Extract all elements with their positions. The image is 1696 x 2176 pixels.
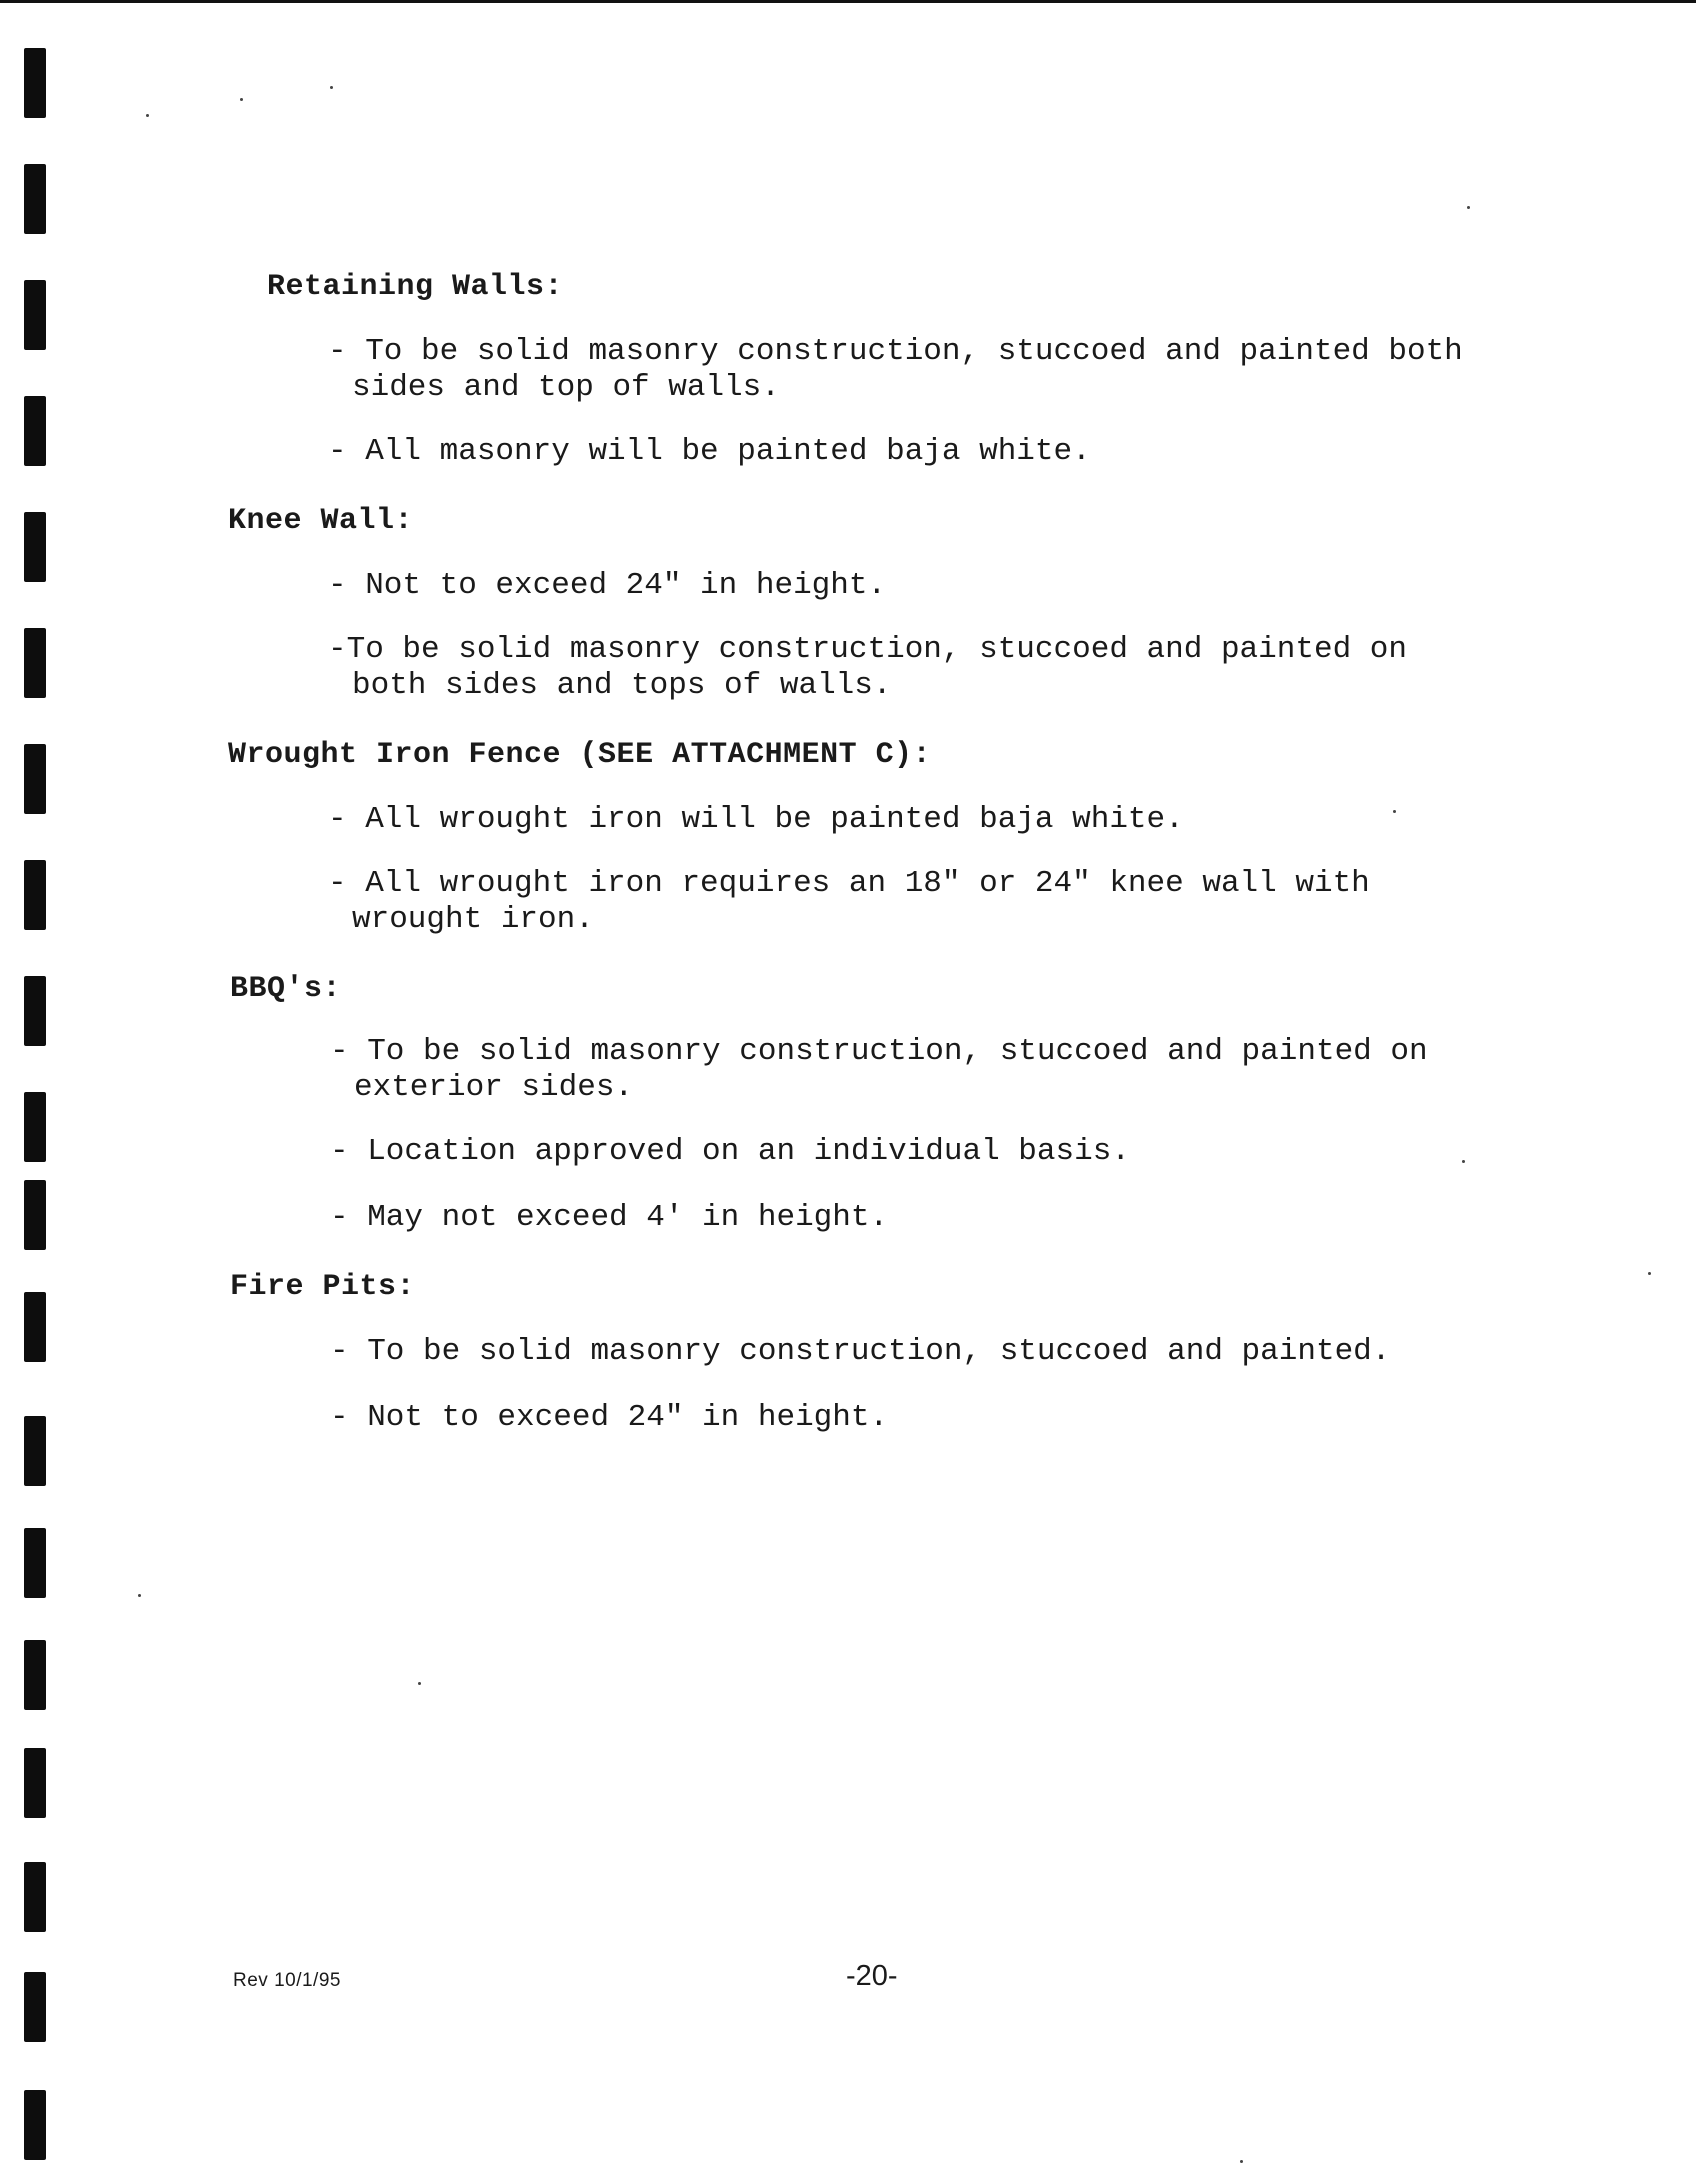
binder-mark (24, 860, 46, 930)
section-heading-fire-pits: Fire Pits: (230, 1270, 416, 1304)
binder-mark (24, 48, 46, 118)
binder-mark (24, 1528, 46, 1598)
list-item: - All wrought iron requires an 18" or 24" knee wall with wrought iron. (328, 866, 1370, 937)
binder-mark (24, 1292, 46, 1362)
binder-mark (24, 396, 46, 466)
list-item: - All masonry will be painted baja white. (328, 434, 1091, 469)
scan-speck (1462, 1160, 1465, 1163)
binder-mark (24, 628, 46, 698)
list-item: - To be solid masonry construction, stuccoed and painted. (330, 1334, 1391, 1369)
section-heading-wrought-iron-fence: Wrought Iron Fence (SEE ATTACHMENT C): (228, 738, 932, 772)
revision-date: Rev 10/1/95 (233, 1970, 341, 1991)
binder-mark (24, 744, 46, 814)
binder-mark (24, 1640, 46, 1710)
list-item: - May not exceed 4' in height. (330, 1200, 889, 1235)
binder-mark (24, 976, 46, 1046)
scan-speck (240, 98, 243, 101)
list-item: - All wrought iron will be painted baja white. (328, 802, 1184, 837)
list-item: - Not to exceed 24" in height. (330, 1400, 889, 1435)
section-heading-retaining-walls: Retaining Walls: (267, 270, 564, 304)
binder-mark (24, 164, 46, 234)
binder-mark (24, 1092, 46, 1162)
binder-mark (24, 1862, 46, 1932)
scan-speck (418, 1682, 421, 1685)
page-number: -20- (846, 1960, 898, 1992)
binder-mark (24, 512, 46, 582)
binder-mark (24, 1180, 46, 1250)
section-heading-knee-wall: Knee Wall: (228, 504, 414, 538)
scan-speck (1467, 206, 1470, 209)
list-item: - To be solid masonry construction, stuccoed and painted on exterior sides. (330, 1034, 1428, 1105)
list-item: - Location approved on an individual basis. (330, 1134, 1130, 1169)
binder-mark (24, 2090, 46, 2160)
binder-mark (24, 280, 46, 350)
scan-speck (1393, 810, 1396, 813)
binder-mark (24, 1748, 46, 1818)
section-heading-bbqs: BBQ's: (230, 972, 342, 1006)
list-item: - Not to exceed 24" in height. (328, 568, 887, 603)
scan-speck (1240, 2160, 1243, 2163)
binder-mark (24, 1416, 46, 1486)
top-edge-rule (0, 0, 1696, 3)
scan-speck (146, 114, 149, 117)
binder-mark (24, 1972, 46, 2042)
scan-speck (330, 86, 333, 89)
scan-speck (1648, 1272, 1651, 1275)
scan-speck (138, 1594, 141, 1597)
list-item: -To be solid masonry construction, stuccoed and painted on both sides and tops of walls. (328, 632, 1407, 703)
list-item: - To be solid masonry construction, stuccoed and painted both sides and top of walls. (328, 334, 1463, 405)
